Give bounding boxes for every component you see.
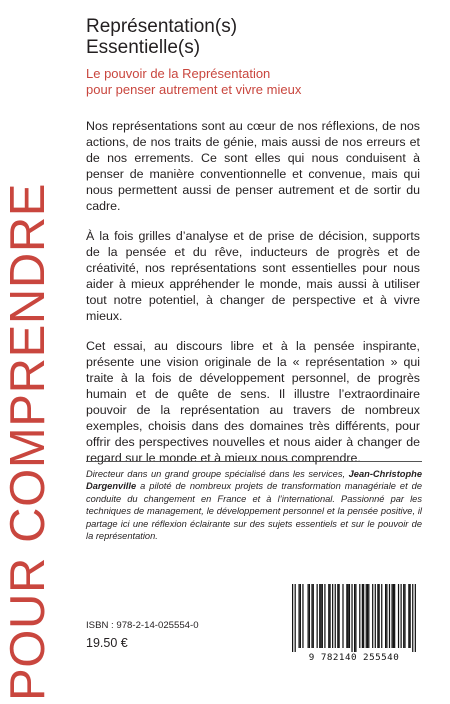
collection-label: POUR COMPRENDRE [1, 182, 55, 701]
barcode-bar [379, 584, 380, 648]
author-bio [86, 468, 422, 542]
author-bio-intro: Directeur dans un grand groupe spécialisé dans les services, [86, 469, 346, 479]
barcode-bar [367, 584, 368, 648]
barcode-bar [375, 584, 376, 648]
barcode-bar [368, 584, 369, 648]
barcode-bar [309, 584, 310, 648]
barcode-bar [391, 584, 392, 648]
barcode-bar [335, 584, 336, 648]
barcode-bar [404, 584, 405, 648]
title-line-1: Représentation(s) [86, 16, 238, 37]
book-title [86, 16, 237, 58]
barcode-bar [381, 584, 382, 648]
barcode-bar [372, 584, 373, 648]
barcode-bar [342, 584, 343, 648]
barcode-bar [351, 584, 352, 652]
barcode-bar [403, 584, 404, 648]
barcode-bar [366, 584, 367, 648]
divider [86, 461, 422, 462]
barcode-bar [311, 584, 312, 648]
barcode-bar [349, 584, 350, 648]
barcode-bar [319, 584, 320, 648]
barcode-bar [398, 584, 399, 648]
blurb [86, 118, 420, 480]
barcode-bar [339, 584, 340, 648]
barcode-bar [385, 584, 386, 648]
author-name: Jean-Christophe Dargenville [86, 469, 422, 492]
barcode-bar [332, 584, 333, 648]
barcode-number: 9 782140 255540 [308, 652, 400, 663]
barcode [284, 578, 424, 668]
barcode-bar [412, 584, 413, 652]
isbn: ISBN : 978-2-14-025554-0 [86, 620, 199, 631]
barcode-bar [408, 584, 409, 648]
barcode-bar [346, 584, 347, 648]
barcode-bar [401, 584, 402, 648]
subtitle-line-2: pour penser autrement et vivre mieux [86, 82, 302, 97]
barcode-bar [410, 584, 411, 648]
blurb-paragraph-1: Nos représentations sont au cœur de nos réflexions, de nos actions, de nos traits de génie, mais aussi de nos erreurs et de nos errements. Ce sont elles qui nous conduisent à penser de manière conventionnelle et convenue, mais qui nous permettent aussi de penser autrement et de sortir du cadre. [86, 119, 420, 213]
barcode-bar [295, 584, 296, 652]
price: 19.50 € [86, 636, 128, 650]
subtitle-line-1: Le pouvoir de la Représentation [86, 66, 271, 81]
barcode-bar [292, 584, 293, 652]
barcode-bar [348, 584, 349, 648]
barcode-bar [308, 584, 309, 648]
barcode-bar [320, 584, 321, 648]
barcode-bar [362, 584, 363, 648]
barcode-bar [355, 584, 356, 652]
barcode-bar [359, 584, 360, 648]
barcode-bar [300, 584, 301, 648]
barcode-bar [328, 584, 329, 648]
barcode-bar [298, 584, 299, 648]
blurb-paragraph-3: Cet essai, au discours libre et à la pensée inspirante, présente une vision originale de la « représentation » qui traite à la fois de développement personnel, de progrès humain et de quête de sens. Il illustre l’extraordinaire pouvoir de la représentation au travers de nombreux exemples, choisis dans des domaines très différents, pour offrir des perspectives nouvelles et nous aider à changer de regard sur le monde et à mieux nous comprendre. [86, 339, 420, 465]
barcode-icon [292, 584, 416, 652]
barcode-bar [393, 584, 394, 648]
blurb-paragraph-2: À la fois grilles d’analyse et de prise de décision, supports de la pensée et du rêve, inducteurs de progrès et de créativité, nos représentations sont essentielles pour nous aider à mieux appréhender le monde, mais aussi à utiliser tout notre potentiel, à changer de perspective et à vivre mieux. [86, 229, 420, 323]
author-bio-rest: a piloté de nombreux projets de transformation managériale et de conduite du changement en France et à l’international. Passionné par les techniques de management, le développement personnel et la pensée positive, il partage ici une réflexion éclairante sur des sujets essentiels et sur le pouvoir de la représentation. [86, 481, 422, 542]
barcode-bar [324, 584, 325, 648]
barcode-bar [322, 584, 323, 648]
barcode-bar [415, 584, 416, 652]
barcode-bar [394, 584, 395, 648]
barcode-bar [337, 584, 338, 648]
barcode-bar [313, 584, 314, 648]
barcode-bar [389, 584, 390, 648]
title-line-2: Essentielle(s) [86, 37, 201, 58]
barcode-bar [354, 584, 355, 652]
barcode-bar [302, 584, 303, 648]
barcode-bar [363, 584, 364, 648]
book-subtitle [86, 66, 301, 98]
barcode-bar [386, 584, 387, 648]
barcode-bar [329, 584, 330, 648]
barcode-bar [317, 584, 318, 648]
barcode-bar [377, 584, 378, 648]
